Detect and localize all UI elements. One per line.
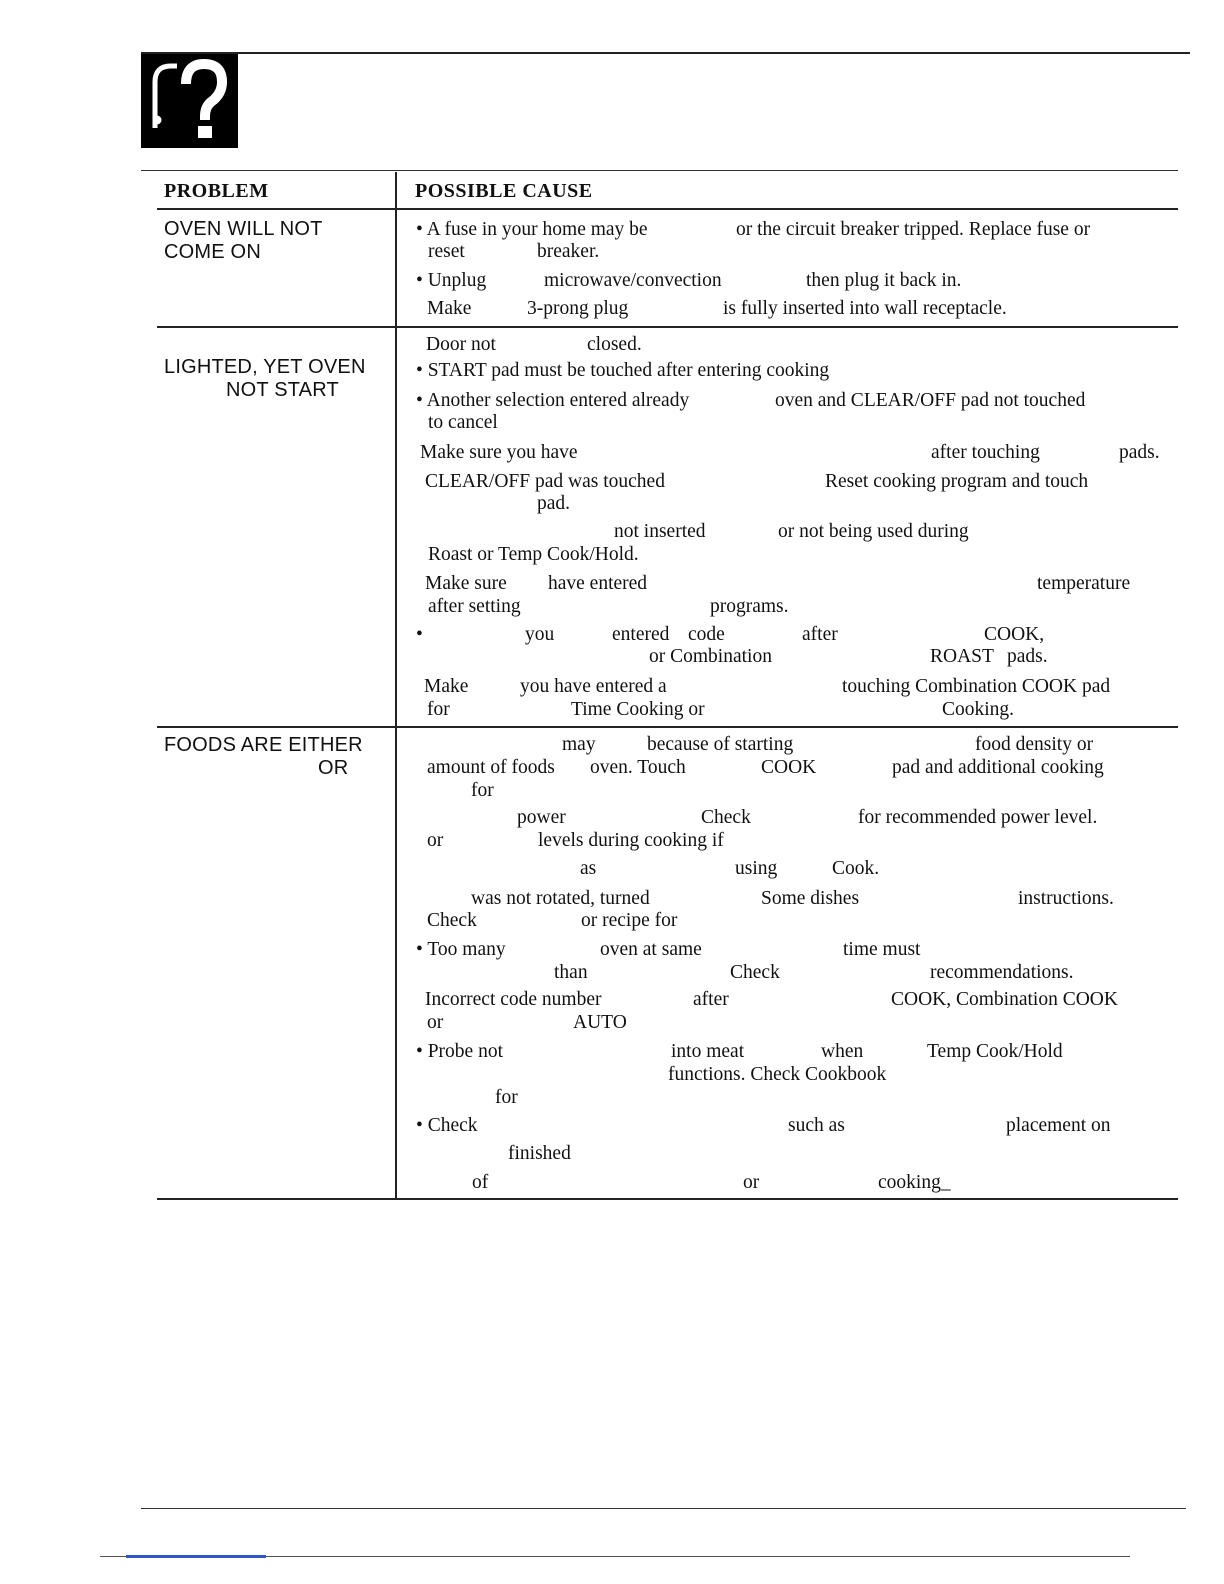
- row-divider: [157, 726, 1178, 728]
- cause-3-text: levels during cooking if: [538, 830, 724, 851]
- cause-3-text: as: [580, 858, 597, 879]
- cause-2-text: you: [525, 624, 555, 645]
- cause-3-text: Some dishes: [761, 888, 860, 909]
- cause-column-header: POSSIBLE CAUSE: [415, 180, 593, 202]
- cause-3-text: Check: [730, 962, 780, 983]
- problem-1-line-2: COME ON: [164, 241, 261, 263]
- cause-1-text: then plug it back in.: [806, 270, 962, 291]
- cause-2-text: • START pad must be touched after entering cooking: [416, 360, 830, 381]
- cause-2-text: Door not: [426, 334, 496, 355]
- footer-link-underline: [126, 1555, 266, 1558]
- cause-2-text: after setting: [428, 596, 521, 617]
- problem-3-line-2: OR: [318, 757, 349, 779]
- cause-1-text: 3-prong plug: [527, 298, 629, 319]
- cause-3-text: finished: [508, 1143, 571, 1164]
- cause-3-text: or recipe for: [581, 910, 678, 931]
- cause-2-text: pads.: [1007, 646, 1048, 667]
- cause-2-text: for: [427, 699, 450, 720]
- problem-3-line-1: FOODS ARE EITHER: [164, 734, 363, 756]
- cause-1-text: microwave/convection: [544, 270, 722, 291]
- cause-3-text: using: [735, 858, 778, 879]
- cause-3-text: or: [427, 830, 444, 851]
- cause-3-text: Check: [701, 807, 751, 828]
- cause-1-text: is fully inserted into wall receptacle.: [723, 298, 1007, 319]
- cause-1-text: Make: [427, 298, 472, 319]
- cause-2-text: not inserted: [614, 521, 706, 542]
- cause-3-text: for: [471, 780, 494, 801]
- cause-3-text: time must: [843, 939, 921, 960]
- cause-3-text: for: [495, 1087, 518, 1108]
- cause-2-text: you have entered a: [520, 676, 667, 697]
- cause-3-text: such as: [788, 1115, 845, 1136]
- cause-3-text: • Too many: [416, 939, 506, 960]
- cause-2-text: oven and CLEAR/OFF pad not touched: [775, 390, 1086, 411]
- cause-3-text: oven at same: [600, 939, 702, 960]
- cause-2-text: pads.: [1119, 442, 1160, 463]
- row-divider: [157, 326, 1178, 328]
- cause-3-text: Cook.: [832, 858, 880, 879]
- question-mark-icon: [141, 54, 238, 148]
- cause-3-text: of: [472, 1172, 489, 1193]
- top-rule: [141, 52, 1190, 54]
- footer-rule: [141, 1508, 1186, 1509]
- problem-column-header: PROBLEM: [164, 180, 269, 202]
- cause-2-text: pad.: [537, 493, 571, 514]
- cause-2-text: touching Combination COOK pad: [842, 676, 1111, 697]
- cause-2-text: have entered: [548, 573, 648, 594]
- cause-3-text: functions. Check Cookbook: [668, 1064, 887, 1085]
- cause-3-text: COOK: [761, 757, 817, 778]
- cause-3-text: pad and additional cooking: [892, 757, 1104, 778]
- cause-2-text: Time Cooking or: [571, 699, 705, 720]
- cause-3-text: for recommended power level.: [858, 807, 1098, 828]
- cause-3-text: Incorrect code number: [425, 989, 602, 1010]
- cause-2-text: Make: [424, 676, 469, 697]
- cause-2-text: • Another selection entered already: [416, 390, 690, 411]
- cause-2-text: •: [416, 624, 423, 645]
- cause-2-text: Cooking.: [942, 699, 1015, 720]
- cause-2-text: code: [688, 624, 725, 645]
- cause-3-text: oven. Touch: [590, 757, 686, 778]
- cause-3-text: recommendations.: [930, 962, 1074, 983]
- cause-1-text: or the circuit breaker tripped. Replace fuse or: [736, 219, 1091, 240]
- cause-3-text: • Probe not: [416, 1041, 503, 1062]
- cause-3-text: because of starting: [647, 734, 794, 755]
- cause-2-text: closed.: [587, 334, 642, 355]
- cause-2-text: to cancel: [428, 412, 498, 433]
- cause-3-text: after: [693, 989, 729, 1010]
- header-divider: [157, 208, 1178, 210]
- cause-2-text: temperature: [1037, 573, 1131, 594]
- cause-1-text: breaker.: [537, 241, 600, 262]
- header-rule: [141, 170, 1178, 171]
- cause-3-text: or: [743, 1172, 760, 1193]
- cause-2-text: after touching: [931, 442, 1040, 463]
- cause-3-text: into meat: [671, 1041, 745, 1062]
- cause-3-text: Temp Cook/Hold: [927, 1041, 1063, 1062]
- cause-1-text: • A fuse in your home may be: [416, 219, 648, 240]
- cause-3-text: amount of foods: [427, 757, 555, 778]
- cause-1-text: reset: [428, 241, 465, 262]
- cause-2-text: Reset cooking program and touch: [825, 471, 1089, 492]
- problem-1-line-1: OVEN WILL NOT: [164, 218, 323, 240]
- cause-2-text: Make sure: [425, 573, 507, 594]
- cause-2-text: Roast or Temp Cook/Hold.: [428, 544, 639, 565]
- cause-3-text: • Check: [416, 1115, 478, 1136]
- cause-3-text: cooking_: [878, 1172, 951, 1193]
- cause-3-text: or: [427, 1012, 444, 1033]
- cause-3-text: power: [517, 807, 566, 828]
- cause-3-text: COOK, Combination COOK: [891, 989, 1118, 1010]
- cause-3-text: instructions.: [1018, 888, 1114, 909]
- cause-3-text: placement on: [1006, 1115, 1111, 1136]
- table-bottom-rule: [157, 1198, 1178, 1200]
- cause-2-text: or Combination: [649, 646, 772, 667]
- cause-3-text: may: [562, 734, 596, 755]
- cause-3-text: Check: [427, 910, 477, 931]
- cause-2-text: ROAST: [930, 646, 994, 667]
- cause-1-text: • Unplug: [416, 270, 487, 291]
- cause-3-text: food density or: [975, 734, 1094, 755]
- cause-2-text: CLEAR/OFF pad was touched: [425, 471, 665, 492]
- cause-3-text: than: [554, 962, 588, 983]
- cause-3-text: AUTO: [573, 1012, 627, 1033]
- cause-2-text: entered: [612, 624, 670, 645]
- cause-2-text: after: [802, 624, 838, 645]
- cause-2-text: or not being used during: [778, 521, 969, 542]
- cause-3-text: was not rotated, turned: [471, 888, 650, 909]
- problem-2-line-2: NOT START: [226, 379, 339, 401]
- problem-2-line-1: LIGHTED, YET OVEN: [164, 356, 366, 378]
- cause-3-text: when: [821, 1041, 864, 1062]
- cause-2-text: COOK,: [984, 624, 1045, 645]
- cause-2-text: programs.: [710, 596, 789, 617]
- cause-2-text: Make sure you have: [420, 442, 578, 463]
